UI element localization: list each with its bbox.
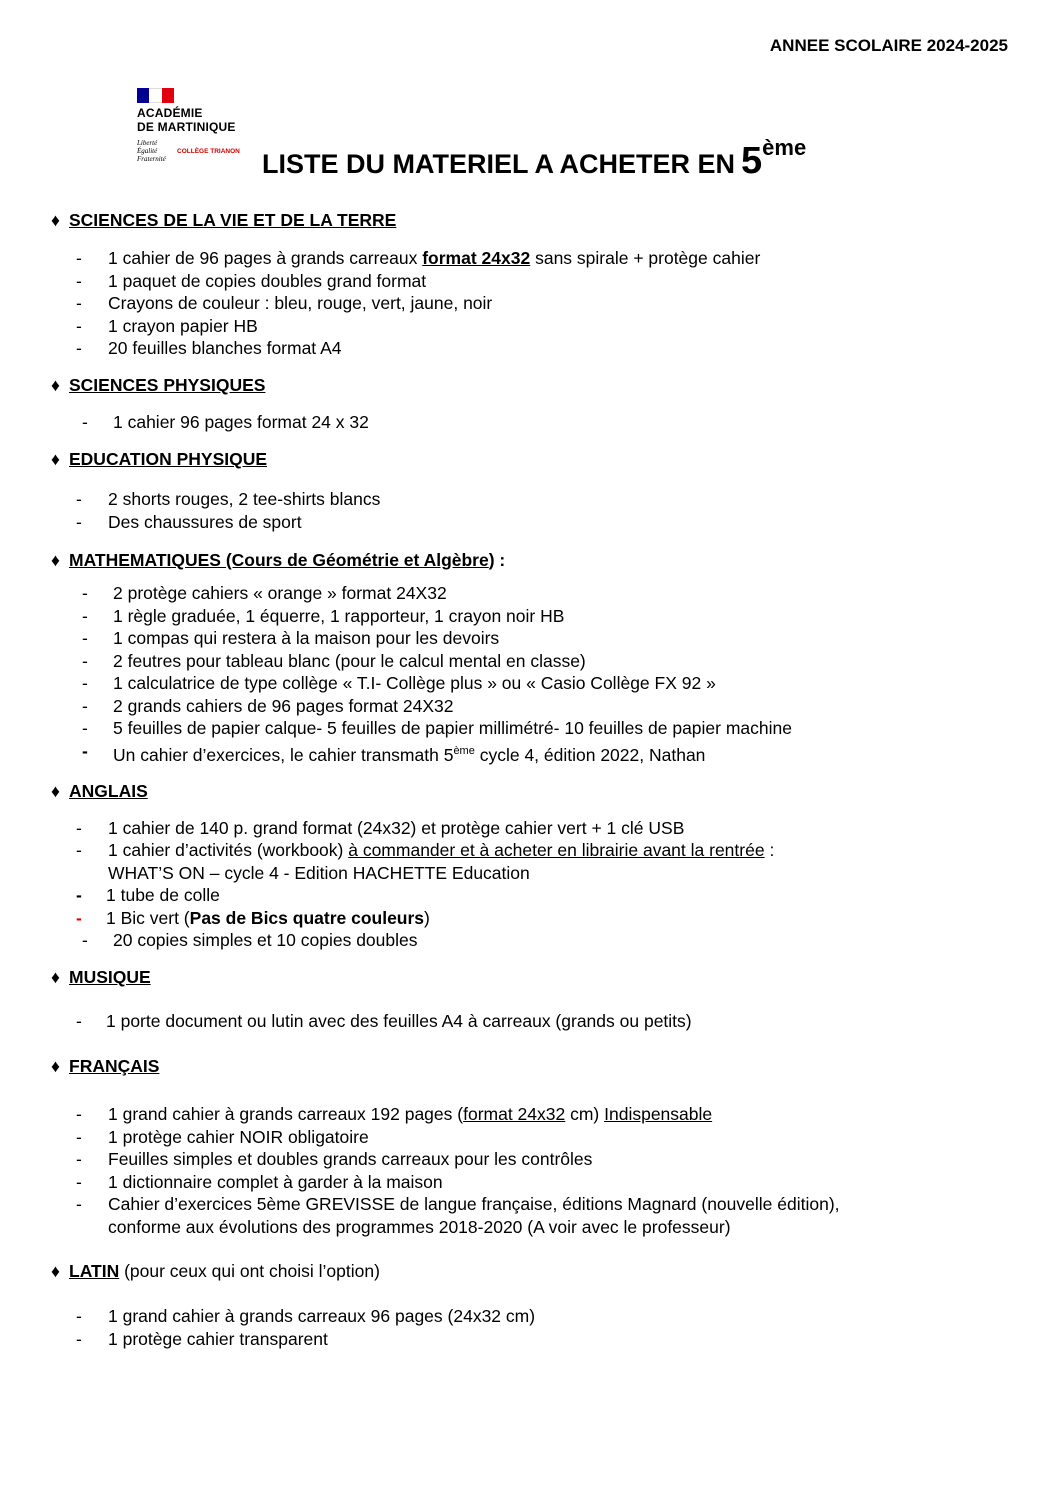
list-item: - Crayons de couleur : bleu, rouge, vert, jaune, noir bbox=[76, 293, 493, 313]
list-item: - 20 feuilles blanches format A4 bbox=[76, 338, 342, 358]
list-item: - 1 crayon papier HB bbox=[76, 315, 258, 336]
section-anglais-heading bbox=[51, 779, 1011, 803]
list-item: - 1 cahier d’activités (workbook) à commander et à acheter en librairie avant la rentrée : WHAT’S ON – cycle 4 - Edition HACHETTE Education bbox=[76, 840, 775, 883]
grade-number: 5 bbox=[741, 140, 763, 182]
supply-list bbox=[51, 208, 1011, 1350]
heading-text: ANGLAIS bbox=[69, 780, 148, 801]
logo-line-2: DE MARTINIQUE bbox=[137, 120, 236, 134]
logo-line-1: ACADÉMIE bbox=[137, 106, 203, 120]
diamond-icon: ♦ bbox=[51, 374, 60, 395]
section-francais-heading bbox=[51, 1054, 1011, 1078]
section-physique-list bbox=[51, 411, 1011, 434]
section-physique-heading bbox=[51, 373, 1011, 397]
list-item: - 1 protège cahier NOIR obligatoire bbox=[76, 1126, 369, 1147]
section-musique-list bbox=[51, 1010, 1011, 1033]
list-item: - 1 Bic vert (Pas de Bics quatre couleurs) bbox=[76, 907, 430, 928]
motto-liberte: Liberté bbox=[137, 139, 158, 147]
list-item: - Feuilles simples et doubles grands carreaux pour les contrôles bbox=[76, 1149, 593, 1170]
section-francais-list bbox=[51, 1103, 1011, 1238]
section-eps-list bbox=[51, 488, 1011, 533]
section-anglais-list bbox=[51, 817, 1011, 952]
list-item: - 1 grand cahier à grands carreaux 96 pages (24x32 cm) bbox=[76, 1306, 536, 1327]
section-maths-list bbox=[51, 582, 1011, 766]
heading-text: FRANÇAIS bbox=[69, 1056, 160, 1077]
list-item: - Des chaussures de sport bbox=[76, 511, 302, 532]
list-item: - Un cahier d’exercices, le cahier transmath 5ème cycle 4, édition 2022, Nathan bbox=[82, 740, 706, 765]
diamond-icon: ♦ bbox=[51, 1056, 60, 1077]
grade-suffix: ème bbox=[762, 135, 807, 160]
list-item: - 1 cahier 96 pages format 24 x 32 bbox=[82, 411, 369, 432]
heading-text: MUSIQUE bbox=[69, 966, 151, 987]
marianne-flag-icon bbox=[137, 88, 174, 103]
list-item: - 1 calculatrice de type collège « T.I- Collège plus » ou « Casio Collège FX 92 » bbox=[82, 673, 716, 693]
heading-text: LATIN bbox=[69, 1261, 120, 1282]
diamond-icon: ♦ bbox=[51, 1261, 60, 1282]
heading-text: SCIENCES PHYSIQUES bbox=[69, 374, 266, 395]
motto-egalite: Égalité bbox=[137, 147, 158, 155]
list-item: - 2 feutres pour tableau blanc (pour le calcul mental en classe) bbox=[82, 650, 586, 671]
academie-logo bbox=[137, 88, 267, 170]
list-item: - Cahier d’exercices 5ème GREVISSE de langue française, éditions Magnard (nouvelle édition), conforme aux évolutions des programmes 2018-2020 (A voir avec le professeur) bbox=[76, 1194, 840, 1237]
college-name: COLLÈGE TRIANON bbox=[177, 148, 240, 155]
heading-suffix: ) : bbox=[488, 550, 506, 570]
section-musique-heading bbox=[51, 965, 1011, 989]
list-item: - 1 protège cahier transparent bbox=[76, 1328, 328, 1349]
latin-option-note: (pour ceux qui ont choisi l’option) bbox=[119, 1261, 380, 1282]
logo-motto bbox=[137, 139, 166, 163]
section-latin-list bbox=[51, 1305, 1011, 1350]
page-title bbox=[262, 135, 806, 183]
diamond-icon: ♦ bbox=[51, 449, 60, 469]
indispensable-note: Indispensable bbox=[604, 1104, 713, 1125]
diamond-icon: ♦ bbox=[51, 210, 60, 230]
format-emphasis: format 24x32 bbox=[422, 248, 531, 268]
heading-text: SCIENCES DE LA VIE ET DE LA TERRE bbox=[69, 210, 397, 230]
section-svt-list bbox=[51, 247, 1011, 360]
list-item: - 1 paquet de copies doubles grand format bbox=[76, 270, 427, 291]
list-item: - 1 tube de colle bbox=[76, 885, 220, 906]
heading-text: EDUCATION PHYSIQUE bbox=[69, 449, 268, 469]
diamond-icon: ♦ bbox=[51, 550, 60, 570]
section-svt-heading bbox=[51, 208, 1011, 232]
title-grade bbox=[741, 135, 807, 182]
list-item: - 2 shorts rouges, 2 tee-shirts blancs bbox=[76, 489, 381, 509]
list-item: - 1 compas qui restera à la maison pour les devoirs bbox=[82, 628, 500, 648]
list-item: - 1 porte document ou lutin avec des feuilles A4 à carreaux (grands ou petits) bbox=[76, 1010, 692, 1031]
title-text: LISTE DU MATERIEL A ACHETER EN bbox=[262, 149, 736, 179]
list-item: - 1 cahier de 96 pages à grands carreaux format 24x32 sans spirale + protège cahier bbox=[76, 248, 761, 268]
section-latin-heading bbox=[51, 1259, 1011, 1283]
heading-text: MATHEMATIQUES (Cours de Géométrie et Algèbre bbox=[69, 550, 489, 570]
logo-text bbox=[137, 106, 236, 134]
list-item: - 2 grands cahiers de 96 pages format 24X32 bbox=[82, 695, 454, 716]
order-note: à commander et à acheter en librairie avant la rentrée bbox=[348, 840, 765, 861]
section-maths-heading bbox=[51, 548, 1011, 572]
school-year: ANNEE SCOLAIRE 2024-2025 bbox=[769, 36, 1008, 55]
diamond-icon: ♦ bbox=[51, 966, 60, 987]
motto-fraternite: Fraternité bbox=[137, 155, 166, 163]
list-item: - 5 feuilles de papier calque- 5 feuilles de papier millimétré- 10 feuilles de papier machine bbox=[82, 718, 792, 738]
list-item: - 1 dictionnaire complet à garder à la maison bbox=[76, 1171, 443, 1192]
list-item: - 1 grand cahier à grands carreaux 192 pages (format 24x32 cm) Indispensable bbox=[76, 1104, 713, 1125]
list-item: - 2 protège cahiers « orange » format 24X32 bbox=[82, 583, 447, 603]
list-item: - 1 cahier de 140 p. grand format (24x32) et protège cahier vert + 1 clé USB bbox=[76, 817, 685, 838]
list-item: - 20 copies simples et 10 copies doubles bbox=[82, 930, 418, 951]
red-dash: - bbox=[76, 907, 82, 928]
list-item: - 1 règle graduée, 1 équerre, 1 rapporteur, 1 crayon noir HB bbox=[82, 605, 565, 626]
section-eps-heading bbox=[51, 447, 1011, 471]
diamond-icon: ♦ bbox=[51, 780, 60, 801]
bic-warning: Pas de Bics quatre couleurs bbox=[189, 907, 425, 928]
